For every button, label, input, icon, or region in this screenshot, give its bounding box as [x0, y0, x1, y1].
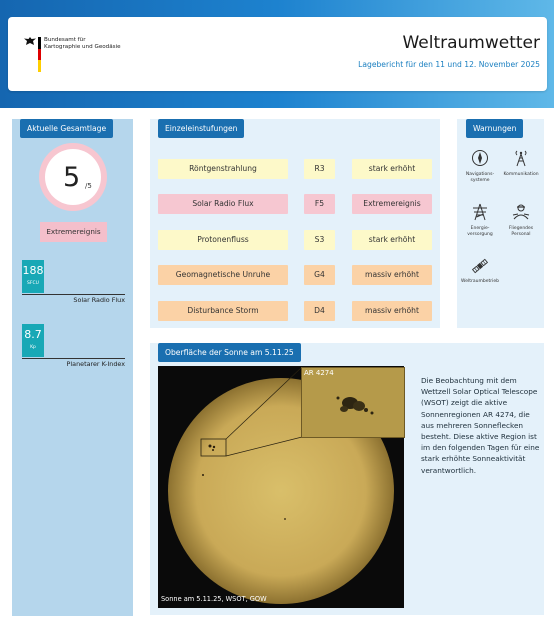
- rating-code: S3: [304, 230, 335, 250]
- power-tower-icon: [471, 203, 489, 221]
- rating-name: Disturbance Storm: [158, 301, 288, 321]
- tab-sun[interactable]: Oberfläche der Sonne am 5.11.25: [158, 343, 301, 362]
- active-region-label: AR 4274: [304, 369, 334, 377]
- rating-level: massiv erhöht: [352, 265, 432, 285]
- rating-level: massiv erhöht: [352, 301, 432, 321]
- overall-status-badge: Extremereignis: [40, 222, 107, 242]
- rating-code: R3: [304, 159, 335, 179]
- sun-caption: Sonne am 5.11.25, WSOT, GOW: [161, 595, 267, 603]
- rating-code: G4: [304, 265, 335, 285]
- agency-logo: [24, 37, 134, 73]
- sunspot-closeup: [302, 368, 404, 437]
- warning-label: Fliegendes Personal: [508, 226, 534, 237]
- rating-name: Protonenfluss: [158, 230, 288, 250]
- metric-divider: [22, 294, 125, 295]
- rating-name: Röntgenstrahlung: [158, 159, 288, 179]
- solar-radio-flux-box: 188 SFCU: [22, 260, 44, 293]
- tab-ratings[interactable]: Einzeleinstufungen: [158, 119, 244, 138]
- warning-label: Energie- versorgung: [467, 226, 493, 237]
- warning-label: Navigations- systeme: [465, 172, 495, 183]
- compass-icon: [471, 149, 489, 167]
- tab-overall[interactable]: Aktuelle Gesamtlage: [20, 119, 113, 138]
- agency-name: Bundesamt für Kartographie und Geodäsie: [44, 37, 121, 50]
- warning-label: Weltraumbetrieb: [461, 279, 499, 284]
- active-region-inset: [301, 367, 405, 438]
- rating-level: stark erhöht: [352, 230, 432, 250]
- metric-label: Planetarer K-Index: [66, 360, 125, 368]
- pilot-icon: [512, 203, 530, 221]
- satellite-icon: [471, 257, 489, 275]
- overall-gauge: [39, 143, 107, 211]
- rating-name: Solar Radio Flux: [158, 194, 288, 214]
- metric-divider: [22, 358, 125, 359]
- rating-name: Geomagnetische Unruhe: [158, 265, 288, 285]
- german-flag: [38, 37, 41, 72]
- rating-level: Extremereignis: [352, 194, 432, 214]
- overall-value: 5: [63, 162, 81, 193]
- metric-label: Solar Radio Flux: [73, 296, 125, 304]
- page-subtitle: Lagebericht für den 11 und 12. November 2025: [358, 60, 540, 69]
- rating-code: F5: [304, 194, 335, 214]
- rating-level: stark erhöht: [352, 159, 432, 179]
- page-title: Weltraumwetter: [402, 33, 540, 53]
- ratings-panel: [150, 119, 440, 328]
- tab-warnings[interactable]: Warnungen: [466, 119, 523, 138]
- k-index-box: 8.7 Kp: [22, 324, 44, 357]
- warning-label: Kommunikation: [503, 172, 539, 177]
- sun-description: Die Beobachtung mit dem Wettzell Solar Optical Telescope (WSOT) zeigt die aktive Sonnenregionen AR 4274, die aus mehreren Sonneflecken besteht. Diese aktive Region ist im den folgenden Tagen für eine stark erhöhte Sonneaktivität verantwortlich.: [421, 376, 540, 475]
- antenna-icon: [512, 149, 530, 167]
- rating-code: D4: [304, 301, 335, 321]
- eagle-icon: [24, 37, 36, 46]
- overall-max: /5: [85, 182, 92, 190]
